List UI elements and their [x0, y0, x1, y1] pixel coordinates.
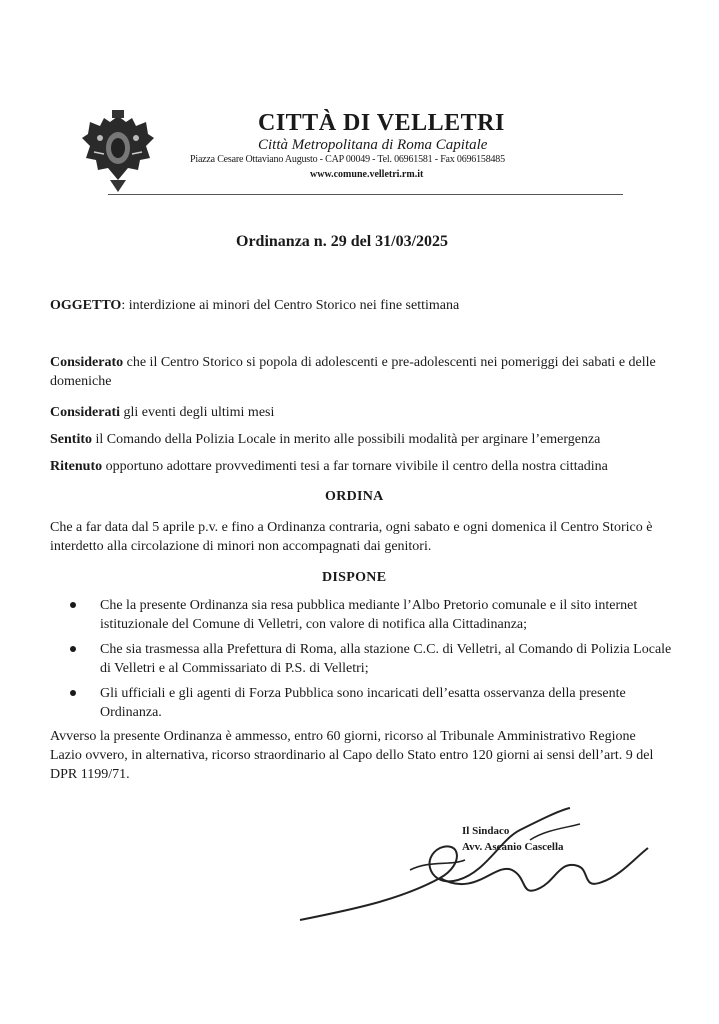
appeal-notice: Avverso la presente Ordinanza è ammesso, entro 60 giorni, ricorso al Tribunale Amministrativo Regione Lazio ovvero, in alternativa, ricorso straordinario al Capo dello Stato entro 120 giorni ai sensi dell’art. 9 del DPR 1199/71.: [50, 729, 654, 782]
premise-considerati: [50, 403, 274, 422]
bullet-icon: [70, 602, 76, 608]
bullet-icon: [70, 646, 76, 652]
dispone-heading: DISPONE: [322, 570, 387, 585]
premise-sentito: [50, 430, 600, 449]
ordinance-title: Ordinanza n. 29 del 31/03/2025: [236, 233, 449, 250]
list-item: [70, 596, 680, 634]
premise-text: gli eventi degli ultimi mesi: [120, 405, 275, 420]
city-subtitle: Città Metropolitana di Roma Capitale: [258, 137, 488, 153]
signature-block: [462, 823, 564, 855]
dispone-list: [70, 596, 680, 728]
premise-text: che il Centro Storico si popola di adolescenti e pre-adolescenti nei pomeriggi dei sabati e delle domeniche: [50, 355, 656, 389]
oggetto-text: : interdizione ai minori del Centro Storico nei fine settimana: [121, 298, 460, 313]
list-item: [70, 684, 680, 722]
premise-text: il Comando della Polizia Locale in merito alle possibili modalità per arginare l’emergenza: [92, 432, 601, 447]
city-name: CITTÀ DI VELLETRI: [258, 110, 505, 136]
city-address: Piazza Cesare Ottaviano Augusto - CAP 00049 - Tel. 06961581 - Fax 0696158485: [190, 154, 505, 165]
list-item-text: Gli ufficiali e gli agenti di Forza Pubblica sono incaricati dell’esatta osservanza della presente Ordinanza.: [100, 686, 626, 720]
premise-lead: Considerato: [50, 355, 124, 370]
premise-ritenuto: [50, 457, 608, 476]
handwritten-signature: [290, 800, 650, 930]
header-divider: [108, 194, 623, 195]
ordina-text: Che a far data dal 5 aprile p.v. e fino a Ordinanza contraria, ogni sabato e ogni domenica il Centro Storico è interdetto alla circolazione di minori non accompagnati dai genitori.: [50, 520, 653, 554]
premise-lead: Ritenuto: [50, 459, 103, 474]
ordina-heading: ORDINA: [325, 489, 384, 504]
premise-considerato: [50, 353, 660, 391]
list-item-text: Che sia trasmessa alla Prefettura di Roma, alla stazione C.C. di Velletri, al Comando di Polizia Locale di Velletri e al Commissariato di P.S. di Velletri;: [100, 642, 672, 676]
oggetto-line: [50, 296, 459, 315]
bullet-icon: [70, 690, 76, 696]
signatory-role: Il Sindaco: [462, 825, 510, 837]
signatory-name: Avv. Ascanio Cascella: [462, 841, 564, 853]
list-item: [70, 640, 680, 678]
city-website: www.comune.velletri.rm.it: [310, 169, 424, 180]
city-coat-of-arms-icon: [80, 108, 156, 194]
premise-text: opportuno adottare provvedimenti tesi a far tornare vivibile il centro della nostra cittadina: [102, 459, 608, 474]
oggetto-label: OGGETTO: [50, 298, 122, 313]
list-item-text: Che la presente Ordinanza sia resa pubblica mediante l’Albo Pretorio comunale e il sito internet istituzionale del Comune di Velletri, con valore di notifica alla Cittadinanza;: [100, 598, 638, 632]
premise-lead: Sentito: [50, 432, 92, 447]
premise-lead: Considerati: [50, 405, 120, 420]
